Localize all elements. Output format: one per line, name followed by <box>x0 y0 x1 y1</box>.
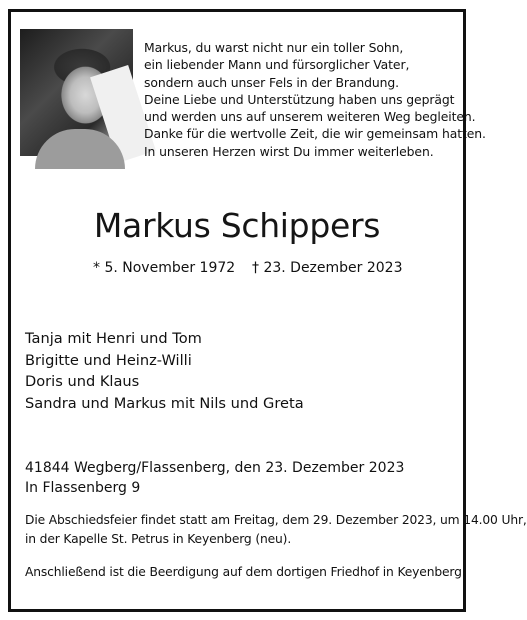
address-line: 41844 Wegberg/Flassenberg, den 23. Dezember 2023 <box>25 460 405 476</box>
family-line: Doris und Klaus <box>25 373 140 391</box>
notice-line: Die Abschiedsfeier findet statt am Freitag, dem 29. Dezember 2023, um 14.00 Uhr, <box>25 513 527 527</box>
family-line: Tanja mit Henri und Tom <box>25 330 202 347</box>
burial-notice: Anschließend ist die Beerdigung auf dem dortigen Friedhof in Keyenberg. <box>25 565 466 579</box>
family-list <box>25 328 304 414</box>
service-notice <box>25 511 527 548</box>
poem <box>144 39 486 160</box>
deceased-name: Markus Schippers <box>93 206 381 245</box>
poem-line: In unseren Herzen wirst Du immer weiterleben. <box>144 143 434 159</box>
family-line: Sandra und Markus mit Nils und Greta <box>25 394 304 412</box>
family-line: Brigitte und Heinz-Willi <box>25 351 192 369</box>
poem-line: Markus, du warst nicht nur ein toller Sohn, <box>144 40 404 55</box>
death-date: † 23. Dezember 2023 <box>252 260 403 276</box>
portrait-photo <box>20 29 133 156</box>
address-block <box>25 458 404 498</box>
poem-line: ein liebender Mann und fürsorglicher Vater, <box>144 57 410 73</box>
poem-line: Deine Liebe und Unterstützung haben uns geprägt <box>144 91 455 107</box>
notice-line: in der Kapelle St. Petrus in Keyenberg (neu). <box>25 531 292 546</box>
poem-line: sondern auch unser Fels in der Brandung. <box>144 74 399 90</box>
birth-date: * 5. November 1972 <box>93 260 236 276</box>
poem-line: Danke für die wertvolle Zeit, die wir gemeinsam hatten. <box>144 126 486 142</box>
poem-line: und werden uns auf unserem weiteren Weg begleiten. <box>144 109 476 125</box>
address-line: In Flassenberg 9 <box>25 480 141 496</box>
